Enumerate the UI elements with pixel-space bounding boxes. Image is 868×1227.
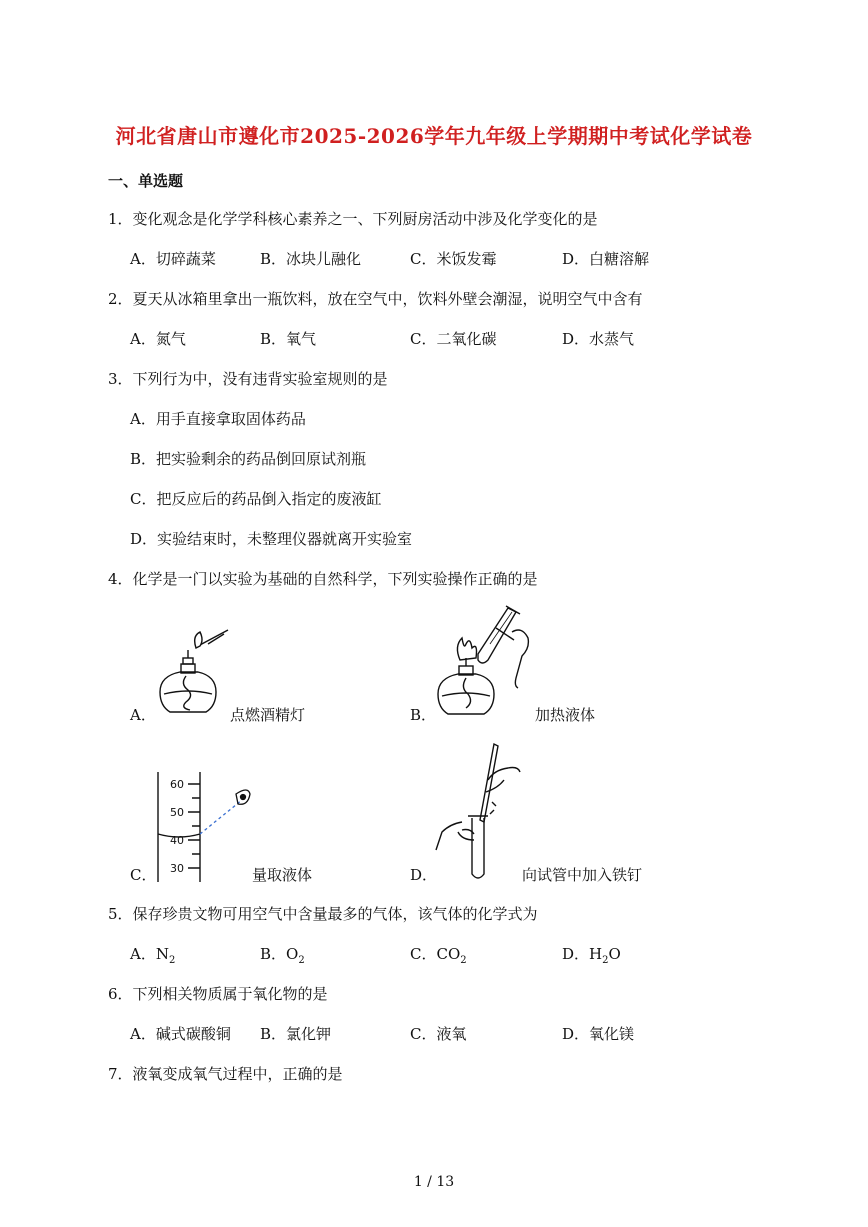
q4-option-a-caption: 点燃酒精灯	[230, 706, 306, 724]
heating-liquid-figure	[430, 598, 540, 724]
question-6-stem: 6．下列相关物质属于氧化物的是	[108, 985, 328, 1003]
question-1-stem: 1．变化观念是化学学科核心素养之一、下列厨房活动中涉及化学变化的是	[108, 210, 598, 228]
q3-option-d: D．实验结束时，未整理仪器就离开实验室	[130, 530, 413, 548]
q5-option-b: B．$O_2$	[260, 945, 305, 966]
q4-option-c-caption: 量取液体	[252, 866, 313, 884]
section-heading: 一、单选题	[108, 172, 184, 190]
q4-option-c-letter: C．	[130, 866, 157, 884]
question-4-stem: 4．化学是一门以实验为基础的自然科学，下列实验操作正确的是	[108, 570, 538, 588]
q1-option-a: A．切碎蔬菜	[130, 250, 216, 268]
page-number: 1 / 13	[413, 1174, 455, 1190]
q1-option-d: D．白糖溶解	[562, 250, 650, 268]
measuring-cylinder-figure	[150, 772, 260, 882]
cylinder-tick-60: 60	[170, 778, 184, 791]
page-title: 河北省唐山市遵化市2025-2026学年九年级上学期期中考试化学试卷	[115, 124, 753, 148]
q1-option-b: B．冰块儿融化	[260, 250, 362, 268]
cylinder-tick-30: 30	[170, 862, 184, 875]
q3-option-c: C．把反应后的药品倒入指定的废液缸	[130, 490, 382, 508]
q4-option-d-caption: 向试管中加入铁钉	[522, 866, 643, 884]
alcohol-lamp-lighting-figure	[150, 624, 235, 724]
q3-option-b: B．把实验剩余的药品倒回原试剂瓶	[130, 450, 367, 468]
q6-option-c: C．液氧	[410, 1025, 467, 1043]
q4-option-d-letter: D．	[410, 866, 438, 884]
question-5-stem: 5．保存珍贵文物可用空气中含量最多的气体，该气体的化学式为	[108, 905, 538, 923]
q6-option-d: D．氧化镁	[562, 1025, 635, 1043]
q4-option-a-letter: A．	[130, 706, 156, 724]
q2-option-c: C．二氧化碳	[410, 330, 497, 348]
q6-option-a: A．碱式碳酸铜	[130, 1025, 231, 1043]
q4-option-b-letter: B．	[410, 706, 437, 724]
cylinder-tick-50: 50	[170, 806, 184, 819]
question-7-stem: 7．液氧变成氧气过程中，正确的是	[108, 1065, 343, 1083]
question-3-stem: 3．下列行为中，没有违背实验室规则的是	[108, 370, 388, 388]
q2-option-a: A．氮气	[130, 330, 186, 348]
q3-option-a: A．用手直接拿取固体药品	[130, 410, 306, 428]
q5-option-c: C．$CO_2$	[410, 945, 467, 966]
q5-option-a: A．$N_2$	[130, 945, 176, 966]
question-2-stem: 2．夏天从冰箱里拿出一瓶饮料，放在空气中，饮料外壁会潮湿，说明空气中含有	[108, 290, 643, 308]
q2-option-d: D．水蒸气	[562, 330, 635, 348]
q6-option-b: B．氯化钾	[260, 1025, 332, 1043]
q4-option-b-caption: 加热液体	[535, 706, 596, 724]
q5-option-d: D．$H_2O$	[562, 945, 621, 966]
test-tube-iron-nail-figure	[432, 740, 522, 882]
cylinder-tick-40: 40	[170, 834, 184, 847]
q2-option-b: B．氧气	[260, 330, 317, 348]
q1-option-c: C．米饭发霉	[410, 250, 497, 268]
